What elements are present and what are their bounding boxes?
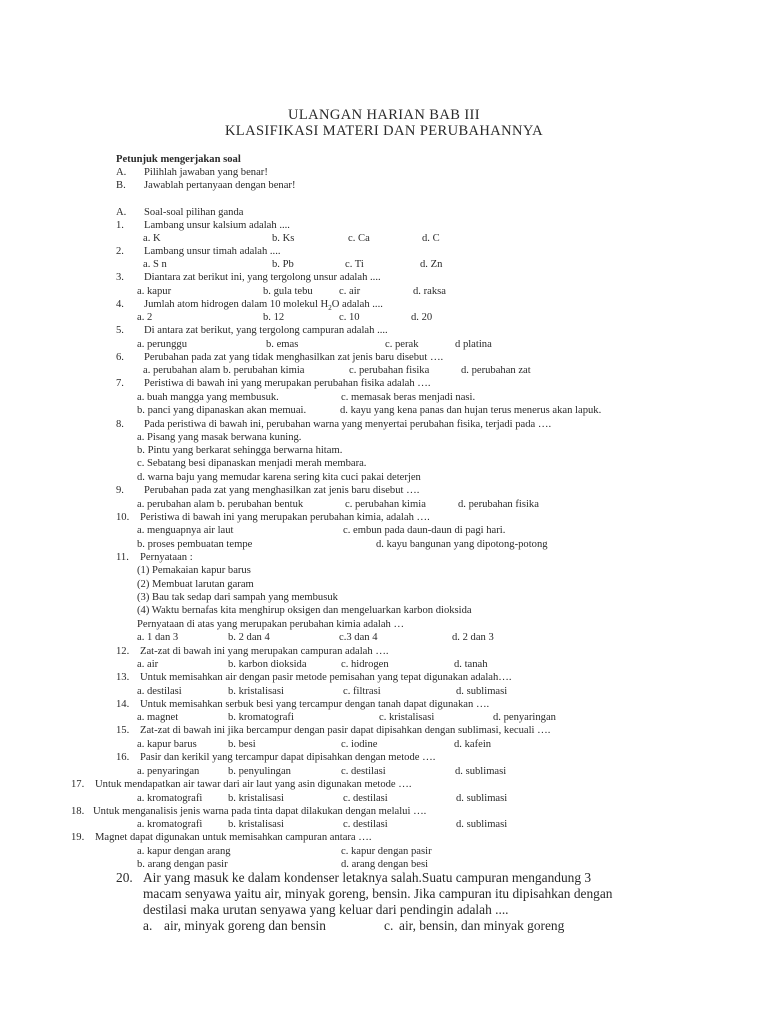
q8-text: Pada peristiwa di bawah ini, perubahan warna yang menyertai perubahan fisika, terjadi pada ….: [144, 419, 552, 430]
q17-option-d: d. sublimasi: [456, 793, 508, 804]
q14-option-b: b. kromatografi: [228, 712, 294, 723]
q13-number: 13.: [116, 672, 130, 683]
q13-option-b: b. kristalisasi: [228, 686, 284, 697]
q20-option-a-label: a.: [143, 918, 153, 933]
q4-number: 4.: [116, 299, 124, 310]
q15-number: 15.: [116, 725, 130, 736]
q16-number: 16.: [116, 752, 130, 763]
q13-text: Untuk memisahkan air dengan pasir metode pemisahan yang tepat digunakan adalah….: [140, 672, 512, 683]
q2-option-d: d. Zn: [420, 259, 443, 270]
q11-statement-1: (1) Pemakaian kapur barus: [137, 565, 251, 576]
q12-text: Zat-zat di bawah ini yang merupakan campuran adalah ….: [140, 646, 389, 657]
q19-option-a: a. kapur dengan arang: [137, 846, 231, 857]
q10-number: 10.: [116, 512, 130, 523]
q18-option-a: a. kromatografi: [137, 819, 203, 830]
q12-option-c: c. hidrogen: [341, 659, 389, 670]
q3-option-c: c. air: [339, 286, 361, 297]
q9-option-c: c. perubahan kimia: [345, 499, 426, 510]
q13-option-a: a. destilasi: [137, 686, 182, 697]
q19-option-d: d. arang dengan besi: [341, 859, 429, 870]
q20-option-c-label: c.: [384, 918, 394, 933]
q5-option-a: a. perunggu: [137, 339, 188, 350]
q20-option-a: air, minyak goreng dan bensin: [164, 918, 326, 933]
section-a-label: A.: [116, 207, 127, 218]
q9-text: Perubahan pada zat yang menghasilkan zat jenis baru disebut ….: [144, 485, 420, 496]
q1-text: Lambang unsur kalsium adalah ....: [144, 220, 290, 231]
q16-option-c: c. destilasi: [341, 766, 386, 777]
instructions-heading: Petunjuk mengerjakan soal: [116, 154, 241, 165]
q7-option-a: a. buah mangga yang membusuk.: [137, 392, 279, 403]
q11-option-b: b. 2 dan 4: [228, 632, 270, 643]
q11-option-a: a. 1 dan 3: [137, 632, 179, 643]
q6-text: Perubahan pada zat yang tidak menghasilkan zat jenis baru disebut ….: [144, 352, 444, 363]
q14-option-c: c. kristalisasi: [379, 712, 435, 723]
q6-number: 6.: [116, 352, 124, 363]
q16-text: Pasir dan kerikil yang tercampur dapat dipisahkan dengan metode ….: [140, 752, 436, 763]
q2-option-c: c. Ti: [345, 259, 364, 270]
q10-text: Peristiwa di bawah ini yang merupakan perubahan kimia, adalah ….: [140, 512, 430, 523]
q14-option-d: d. penyaringan: [493, 712, 556, 723]
q11-option-d: d. 2 dan 3: [452, 632, 494, 643]
q17-option-c: c. destilasi: [343, 793, 388, 804]
q12-number: 12.: [116, 646, 130, 657]
q20-line-2: macam senyawa yaitu air, minyak goreng, bensin. Jika campuran itu dipisahkan dengan: [143, 886, 613, 901]
instruction-b-text: Jawablah pertanyaan dengan benar!: [144, 180, 296, 191]
q18-option-b: b. kristalisasi: [228, 819, 284, 830]
q6-option-d: d. perubahan zat: [461, 365, 531, 376]
q20-line-1: Air yang masuk ke dalam kondenser letaknya salah.Suatu campuran mengandung 3: [143, 870, 592, 885]
q2-number: 2.: [116, 246, 124, 257]
q14-option-a: a. magnet: [137, 712, 179, 723]
q7-option-d: d. kayu yang kena panas dan hujan terus menerus akan lapuk.: [340, 405, 602, 416]
q2-option-b: b. Pb: [272, 259, 294, 270]
q5-text: Di antara zat berikut, yang tergolong campuran adalah ....: [144, 325, 388, 336]
title-line-2: KLASIFIKASI MATERI DAN PERUBAHANNYA: [224, 123, 544, 139]
q2-text: Lambang unsur timah adalah ....: [144, 246, 281, 257]
q16-option-b: b. penyulingan: [228, 766, 291, 777]
q3-option-a: a. kapur: [137, 286, 172, 297]
q9-option-d: d. perubahan fisika: [458, 499, 539, 510]
q4-option-d: d. 20: [411, 312, 433, 323]
q15-option-a: a. kapur barus: [137, 739, 197, 750]
q15-text: Zat-zat di bawah ini jika bercampur dengan pasir dapat dipisahkan dengan sublimasi, kecuali ….: [140, 725, 551, 736]
q15-option-d: d. kafein: [454, 739, 492, 750]
q11-statement-4: (4) Waktu bernafas kita menghirup oksigen dan mengeluarkan karbon dioksida: [137, 605, 472, 616]
q15-option-c: c. iodine: [341, 739, 378, 750]
q3-option-b: b. gula tebu: [263, 286, 313, 297]
q15-option-b: b. besi: [228, 739, 256, 750]
q16-option-d: d. sublimasi: [455, 766, 507, 777]
q14-number: 14.: [116, 699, 130, 710]
q12-option-a: a. air: [137, 659, 159, 670]
q18-text: Untuk menganalisis jenis warna pada tinta dapat dilakukan dengan melalui ….: [93, 806, 427, 817]
q19-number: 19.: [71, 832, 85, 843]
q17-option-a: a. kromatografi: [137, 793, 203, 804]
q11-text: Pernyataan :: [140, 552, 193, 563]
q17-number: 17.: [71, 779, 85, 790]
q3-number: 3.: [116, 272, 124, 283]
q3-option-d: d. raksa: [413, 286, 446, 297]
q1-option-d: d. C: [422, 233, 440, 244]
q11-number: 11.: [116, 552, 129, 563]
q7-number: 7.: [116, 378, 124, 389]
q18-option-c: c. destilasi: [343, 819, 388, 830]
q11-option-c: c.3 dan 4: [339, 632, 378, 643]
q1-number: 1.: [116, 220, 124, 231]
q11-statement-3: (3) Bau tak sedap dari sampah yang membusuk: [137, 592, 338, 603]
q11-statement-2: (2) Membuat larutan garam: [137, 579, 254, 590]
q18-number: 18.: [71, 806, 85, 817]
instruction-a-label: A.: [116, 167, 127, 178]
q7-text: Peristiwa di bawah ini yang merupakan perubahan fisika adalah ….: [144, 378, 431, 389]
q10-option-a: a. menguapnya air laut: [137, 525, 234, 536]
q7-option-b: b. panci yang dipanaskan akan memuai.: [137, 405, 307, 416]
q17-option-b: b. kristalisasi: [228, 793, 284, 804]
q20-line-3: destilasi maka urutan senyawa yang keluar dari pendingin adalah ....: [143, 902, 509, 917]
q6-option-c: c. perubahan fisika: [349, 365, 430, 376]
q1-option-c: c. Ca: [348, 233, 370, 244]
q12-option-d: d. tanah: [454, 659, 488, 670]
q8-number: 8.: [116, 419, 124, 430]
q4-option-b: b. 12: [263, 312, 285, 323]
q5-number: 5.: [116, 325, 124, 336]
q10-option-d: d. kayu bangunan yang dipotong-potong: [376, 539, 548, 550]
q16-option-a: a. penyaringan: [137, 766, 200, 777]
q11-stem: Pernyataan di atas yang merupakan perubahan kimia adalah …: [137, 619, 405, 630]
q13-option-d: d. sublimasi: [456, 686, 508, 697]
q9-option-ab: a. perubahan alam b. perubahan bentuk: [137, 499, 304, 510]
q8-option-b: b. Pintu yang berkarat sehingga berwarna hitam.: [137, 445, 343, 456]
q19-option-c: c. kapur dengan pasir: [341, 846, 432, 857]
q10-option-c: c. embun pada daun-daun di pagi hari.: [343, 525, 506, 536]
q5-option-c: c. perak: [385, 339, 419, 350]
q1-option-b: b. Ks: [272, 233, 295, 244]
q18-option-d: d. sublimasi: [456, 819, 508, 830]
q7-option-c: c. memasak beras menjadi nasi.: [341, 392, 476, 403]
q1-option-a: a. K: [143, 233, 161, 244]
q9-number: 9.: [116, 485, 124, 496]
q8-option-c: c. Sebatang besi dipanaskan menjadi merah membara.: [137, 458, 367, 469]
q6-option-ab: a. perubahan alam b. perubahan kimia: [143, 365, 305, 376]
q4-text: Jumlah atom hidrogen dalam 10 molekul $H_2O$ adalah ....: [144, 299, 383, 313]
q3-text: Diantara zat berikut ini, yang tergolong unsur adalah ....: [144, 272, 381, 283]
q5-option-b: b. emas: [266, 339, 299, 350]
q4-option-a: a. 2: [137, 312, 153, 323]
q8-option-d: d. warna baju yang memudar karena sering kita cuci pakai deterjen: [137, 472, 421, 483]
q17-text: Untuk mendapatkan air tawar dari air laut yang asin digunakan metode ….: [95, 779, 412, 790]
q8-option-a: a. Pisang yang masak berwana kuning.: [137, 432, 302, 443]
q2-option-a: a. S n: [143, 259, 167, 270]
q19-option-b: b. arang dengan pasir: [137, 859, 228, 870]
q10-option-b: b. proses pembuatan tempe: [137, 539, 253, 550]
section-a-title: Soal-soal pilihan ganda: [144, 207, 244, 218]
title-line-1: ULANGAN HARIAN BAB III: [287, 107, 481, 123]
q12-option-b: b. karbon dioksida: [228, 659, 307, 670]
q20-number: 20.: [116, 870, 133, 885]
q14-text: Untuk memisahkan serbuk besi yang tercampur dengan tanah dapat digunakan ….: [140, 699, 490, 710]
q5-option-d: d platina: [455, 339, 492, 350]
q13-option-c: c. filtrasi: [343, 686, 381, 697]
q19-text: Magnet dapat digunakan untuk memisahkan campuran antara ….: [95, 832, 372, 843]
q4-option-c: c. 10: [339, 312, 360, 323]
instruction-b-label: B.: [116, 180, 126, 191]
instruction-a-text: Pilihlah jawaban yang benar!: [144, 167, 268, 178]
q20-option-c: air, bensin, dan minyak goreng: [399, 918, 565, 933]
